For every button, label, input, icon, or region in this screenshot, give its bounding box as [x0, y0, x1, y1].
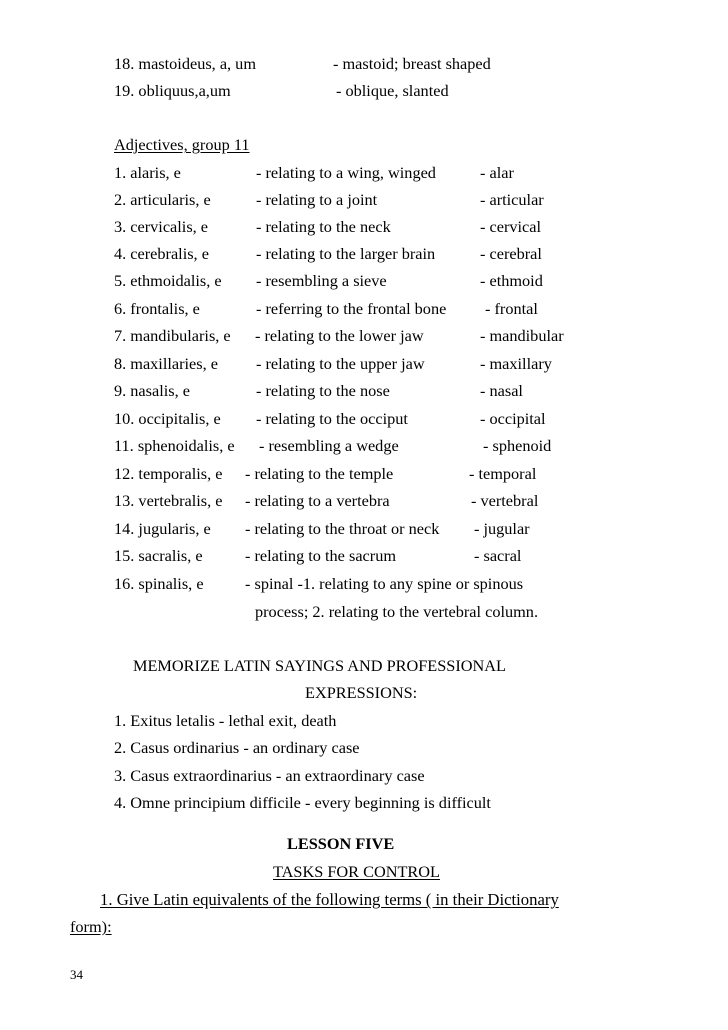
adjective-meaning: - relating to the lower jaw: [255, 326, 424, 345]
adjective-meaning: - relating to the upper jaw: [256, 354, 425, 373]
adjective-latin: 8. maxillaries, e: [114, 354, 218, 373]
memorize-heading: MEMORIZE LATIN SAYINGS AND PROFESSIONAL: [133, 656, 506, 675]
adjective-latin: 11. sphenoidalis, e: [114, 436, 235, 455]
adjective-english: - frontal: [485, 299, 538, 318]
page-number: 34: [70, 967, 83, 982]
adjective-english: - jugular: [474, 519, 530, 538]
latin-saying: 3. Casus extraordinarius - an extraordinary case: [114, 766, 425, 785]
adjective-meaning: - relating to a vertebra: [245, 491, 390, 510]
adjective-meaning: - relating to the nose: [256, 381, 390, 400]
adjective-meaning-continuation: process; 2. relating to the vertebral column.: [255, 602, 539, 621]
adjective-latin: 9. nasalis, e: [114, 381, 190, 400]
term-latin: 19. obliquus,a,um: [114, 81, 231, 100]
adjective-latin: 6. frontalis, e: [114, 299, 200, 318]
adjective-latin: 14. jugularis, e: [114, 519, 211, 538]
adjective-latin: 10. occipitalis, e: [114, 409, 221, 428]
adjective-english: - cervical: [480, 217, 542, 236]
section-heading-adjectives: Adjectives, group 11: [114, 135, 250, 154]
adjective-english: - temporal: [469, 464, 537, 483]
adjective-meaning: - spinal -1. relating to any spine or spinous: [245, 574, 524, 593]
memorize-heading-cont: EXPRESSIONS:: [305, 683, 418, 702]
adjective-english: - mandibular: [480, 326, 564, 345]
adjective-latin: 13. vertebralis, e: [114, 491, 223, 510]
adjective-latin: 7. mandibularis, e: [114, 326, 231, 345]
adjective-english: - occipital: [480, 409, 546, 428]
task-instruction-cont: form):: [70, 917, 112, 936]
adjective-english: - sacral: [474, 546, 522, 565]
adjective-meaning: - relating to the occiput: [256, 409, 408, 428]
term-meaning: - mastoid; breast shaped: [333, 54, 491, 73]
adjective-meaning: - relating to a wing, winged: [256, 163, 436, 182]
adjective-latin: 16. spinalis, e: [114, 574, 204, 593]
latin-saying: 1. Exitus letalis - lethal exit, death: [114, 711, 337, 730]
adjective-latin: 12. temporalis, e: [114, 464, 223, 483]
task-instruction: 1. Give Latin equivalents of the following terms ( in their Dictionary: [100, 890, 559, 909]
adjective-latin: 5. ethmoidalis, e: [114, 271, 222, 290]
adjective-meaning: - relating to the throat or neck: [245, 519, 440, 538]
adjective-english: - sphenoid: [483, 436, 552, 455]
adjective-english: - alar: [480, 163, 514, 182]
adjective-english: - nasal: [480, 381, 523, 400]
adjective-meaning: - resembling a sieve: [256, 271, 387, 290]
adjective-english: - ethmoid: [480, 271, 543, 290]
adjective-meaning: - resembling a wedge: [259, 436, 399, 455]
adjective-english: - vertebral: [471, 491, 539, 510]
adjective-latin: 2. articularis, e: [114, 190, 211, 209]
adjective-meaning: - relating to a joint: [256, 190, 378, 209]
adjective-latin: 1. alaris, e: [114, 163, 181, 182]
latin-saying: 2. Casus ordinarius - an ordinary case: [114, 738, 360, 757]
lesson-subtitle: TASKS FOR CONTROL: [273, 862, 440, 881]
term-meaning: - oblique, slanted: [336, 81, 449, 100]
adjective-latin: 3. cervicalis, e: [114, 217, 209, 236]
adjective-english: - articular: [480, 190, 544, 209]
adjective-english: - maxillary: [480, 354, 552, 373]
adjective-meaning: - referring to the frontal bone: [256, 299, 447, 318]
adjective-meaning: - relating to the neck: [256, 217, 391, 236]
adjective-latin: 4. cerebralis, e: [114, 244, 209, 263]
latin-saying: 4. Omne principium difficile - every beginning is difficult: [114, 793, 491, 812]
adjective-english: - cerebral: [480, 244, 542, 263]
term-latin: 18. mastoideus, a, um: [114, 54, 256, 73]
lesson-title: LESSON FIVE: [287, 834, 395, 853]
adjective-latin: 15. sacralis, e: [114, 546, 203, 565]
adjective-meaning: - relating to the sacrum: [245, 546, 396, 565]
adjective-meaning: - relating to the temple: [245, 464, 394, 483]
adjective-meaning: - relating to the larger brain: [256, 244, 436, 263]
